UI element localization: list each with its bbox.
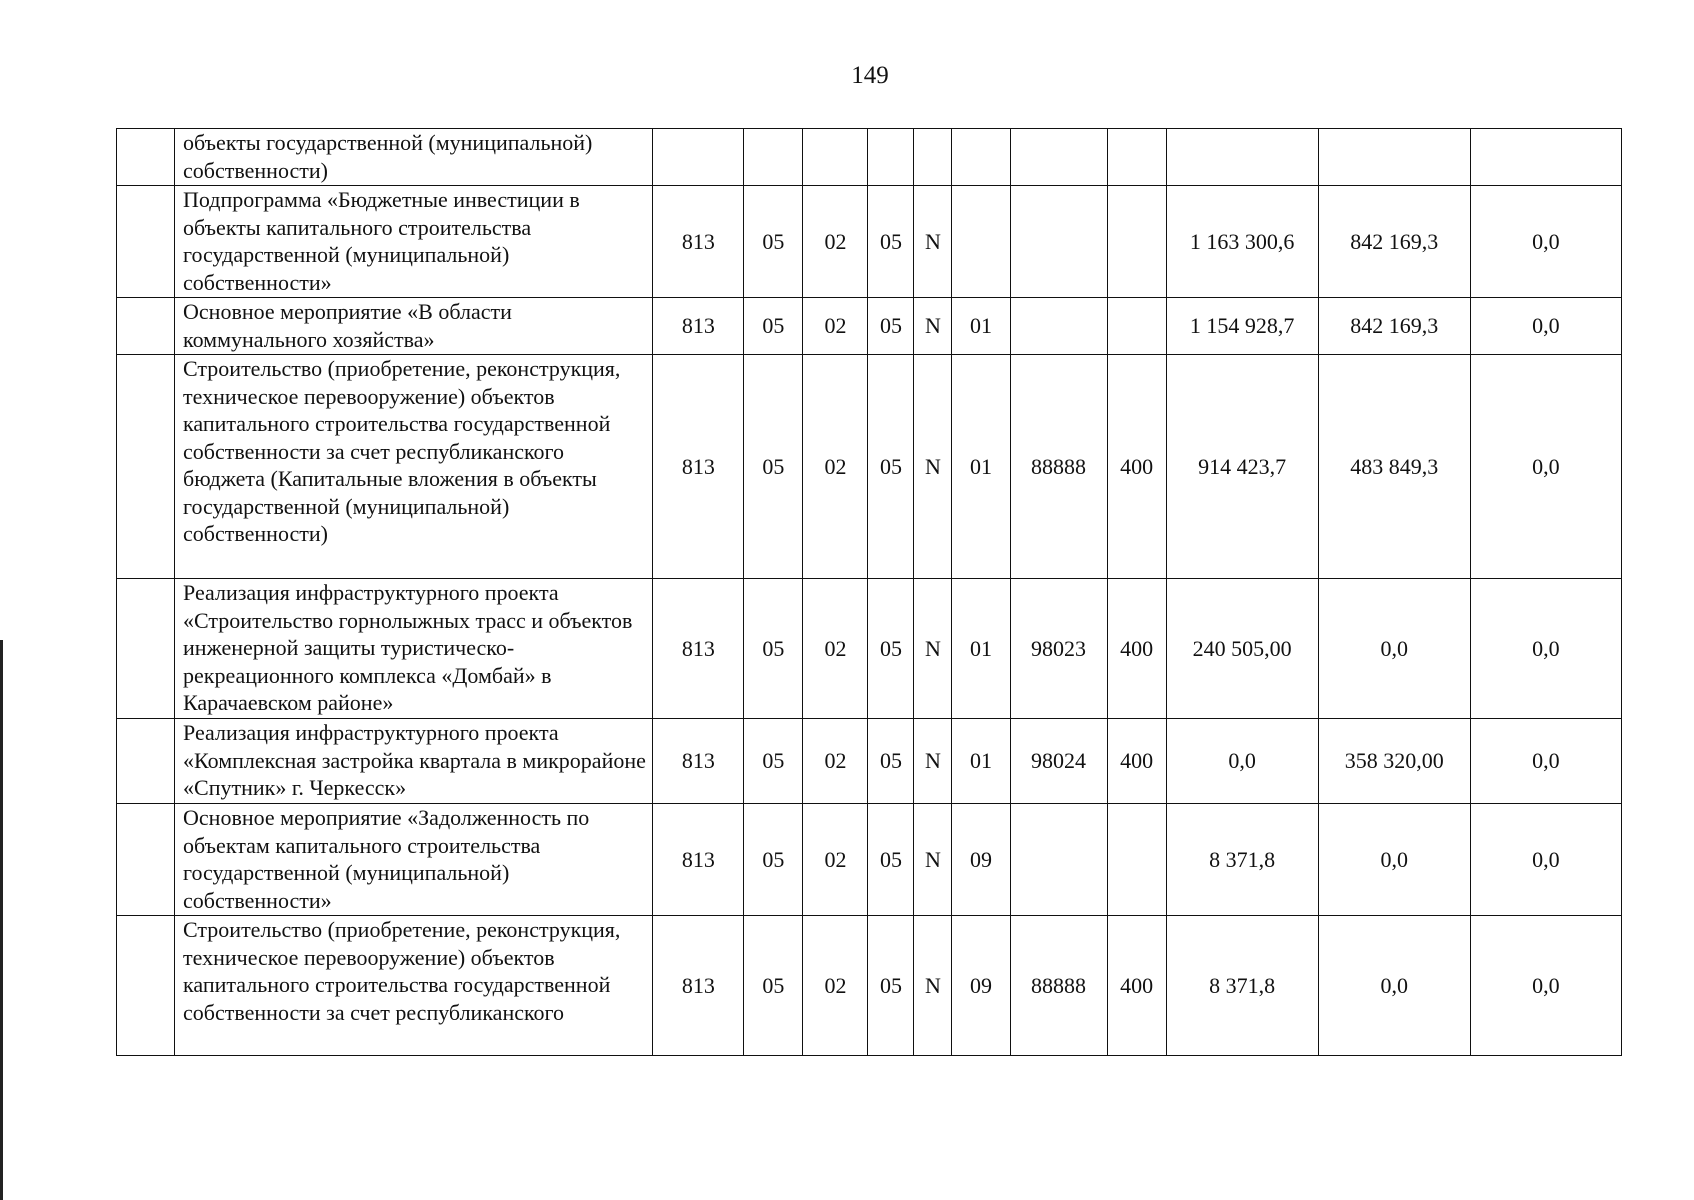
code-cell: 813 xyxy=(653,298,744,355)
code-cell xyxy=(952,129,1010,186)
code-cell: 02 xyxy=(803,298,868,355)
code-cell: 05 xyxy=(744,719,803,804)
table-row xyxy=(117,355,1622,579)
code-cell xyxy=(1010,804,1107,916)
code-cell: 400 xyxy=(1107,719,1166,804)
row-number-cell xyxy=(117,916,175,1056)
code-cell: 88888 xyxy=(1010,355,1107,579)
code-cell: 05 xyxy=(868,804,914,916)
amount-cell: 358 320,00 xyxy=(1318,719,1470,804)
code-cell xyxy=(1010,186,1107,298)
code-cell: 813 xyxy=(653,186,744,298)
row-number-cell xyxy=(117,579,175,719)
amount-cell: 0,0 xyxy=(1470,355,1621,579)
amount-cell: 914 423,7 xyxy=(1166,355,1318,579)
description-cell: Реализация инфраструктурного проекта «Строительство горнолыжных трасс и объектов инженерной защиты туристическо-рекреационного комплекса «Домбай» в Карачаевском районе» xyxy=(175,579,653,719)
code-cell: N xyxy=(914,579,952,719)
code-cell xyxy=(952,186,1010,298)
row-number-cell xyxy=(117,719,175,804)
code-cell: 05 xyxy=(744,355,803,579)
code-cell: 813 xyxy=(653,916,744,1056)
amount-cell: 8 371,8 xyxy=(1166,804,1318,916)
code-cell: 02 xyxy=(803,719,868,804)
code-cell: 05 xyxy=(744,916,803,1056)
description-cell: Основное мероприятие «Задолженность по объектам капитального строительства государственной (муниципальной) собственности» xyxy=(175,804,653,916)
code-cell xyxy=(744,129,803,186)
table-row xyxy=(117,298,1622,355)
code-cell: 01 xyxy=(952,298,1010,355)
code-cell: 05 xyxy=(744,298,803,355)
table-row xyxy=(117,804,1622,916)
code-cell xyxy=(1010,298,1107,355)
code-cell: N xyxy=(914,804,952,916)
code-cell: 05 xyxy=(868,355,914,579)
code-cell xyxy=(1107,804,1166,916)
code-cell: 813 xyxy=(653,804,744,916)
code-cell: 01 xyxy=(952,719,1010,804)
code-cell: 813 xyxy=(653,355,744,579)
row-number-cell xyxy=(117,186,175,298)
amount-cell: 842 169,3 xyxy=(1318,298,1470,355)
code-cell: 01 xyxy=(952,355,1010,579)
code-cell xyxy=(1107,186,1166,298)
code-cell: 813 xyxy=(653,719,744,804)
row-number-cell xyxy=(117,298,175,355)
code-cell xyxy=(1107,298,1166,355)
amount-cell xyxy=(1166,129,1318,186)
code-cell: 98024 xyxy=(1010,719,1107,804)
amount-cell: 0,0 xyxy=(1318,579,1470,719)
amount-cell: 0,0 xyxy=(1470,916,1621,1056)
amount-cell: 8 371,8 xyxy=(1166,916,1318,1056)
amount-cell: 0,0 xyxy=(1318,804,1470,916)
code-cell: 05 xyxy=(868,916,914,1056)
budget-table xyxy=(116,128,1622,1056)
code-cell xyxy=(1010,129,1107,186)
scan-edge-line xyxy=(0,640,3,1200)
amount-cell: 0,0 xyxy=(1470,719,1621,804)
description-cell: Строительство (приобретение, реконструкция, техническое перевооружение) объектов капитального строительства государственной собственности за счет республиканского бюджета (Капитальные вложения в объекты государственной (муниципальной) собственности) xyxy=(175,355,653,579)
description-cell: Основное мероприятие «В области коммунального хозяйства» xyxy=(175,298,653,355)
code-cell: 02 xyxy=(803,355,868,579)
code-cell: N xyxy=(914,719,952,804)
amount-cell: 240 505,00 xyxy=(1166,579,1318,719)
table-row xyxy=(117,719,1622,804)
description-cell: Реализация инфраструктурного проекта «Комплексная застройка квартала в микрорайоне «Спутник» г. Черкесск» xyxy=(175,719,653,804)
code-cell: 05 xyxy=(868,186,914,298)
code-cell: 05 xyxy=(868,579,914,719)
code-cell: 400 xyxy=(1107,916,1166,1056)
code-cell: N xyxy=(914,916,952,1056)
code-cell: 02 xyxy=(803,186,868,298)
code-cell xyxy=(914,129,952,186)
code-cell: 01 xyxy=(952,579,1010,719)
code-cell: 09 xyxy=(952,804,1010,916)
row-number-cell xyxy=(117,129,175,186)
amount-cell: 1 154 928,7 xyxy=(1166,298,1318,355)
description-cell: Строительство (приобретение, реконструкция, техническое перевооружение) объектов капитального строительства государственной собственности за счет республиканского xyxy=(175,916,653,1056)
amount-cell: 0,0 xyxy=(1470,186,1621,298)
code-cell: 05 xyxy=(744,579,803,719)
code-cell: 02 xyxy=(803,916,868,1056)
description-cell: объекты государственной (муниципальной) собственности) xyxy=(175,129,653,186)
code-cell xyxy=(653,129,744,186)
amount-cell: 0,0 xyxy=(1318,916,1470,1056)
code-cell xyxy=(1107,129,1166,186)
table-row xyxy=(117,579,1622,719)
amount-cell xyxy=(1318,129,1470,186)
code-cell: 02 xyxy=(803,804,868,916)
code-cell: 05 xyxy=(744,804,803,916)
code-cell: 05 xyxy=(868,719,914,804)
code-cell: 88888 xyxy=(1010,916,1107,1056)
table-row xyxy=(117,916,1622,1056)
amount-cell: 842 169,3 xyxy=(1318,186,1470,298)
amount-cell: 0,0 xyxy=(1470,298,1621,355)
code-cell: 05 xyxy=(744,186,803,298)
amount-cell: 0,0 xyxy=(1470,804,1621,916)
code-cell: 400 xyxy=(1107,579,1166,719)
amount-cell xyxy=(1470,129,1621,186)
amount-cell: 483 849,3 xyxy=(1318,355,1470,579)
code-cell: 05 xyxy=(868,298,914,355)
code-cell: 400 xyxy=(1107,355,1166,579)
code-cell: N xyxy=(914,355,952,579)
description-cell: Подпрограмма «Бюджетные инвестиции в объекты капитального строительства государственной (муниципальной) собственности» xyxy=(175,186,653,298)
code-cell: 813 xyxy=(653,579,744,719)
page-number: 149 xyxy=(851,62,889,89)
code-cell: 02 xyxy=(803,579,868,719)
table-row xyxy=(117,129,1622,186)
code-cell: N xyxy=(914,298,952,355)
code-cell xyxy=(868,129,914,186)
amount-cell: 1 163 300,6 xyxy=(1166,186,1318,298)
code-cell: N xyxy=(914,186,952,298)
row-number-cell xyxy=(117,355,175,579)
code-cell: 09 xyxy=(952,916,1010,1056)
code-cell: 98023 xyxy=(1010,579,1107,719)
code-cell xyxy=(803,129,868,186)
amount-cell: 0,0 xyxy=(1166,719,1318,804)
amount-cell: 0,0 xyxy=(1470,579,1621,719)
row-number-cell xyxy=(117,804,175,916)
table-row xyxy=(117,186,1622,298)
